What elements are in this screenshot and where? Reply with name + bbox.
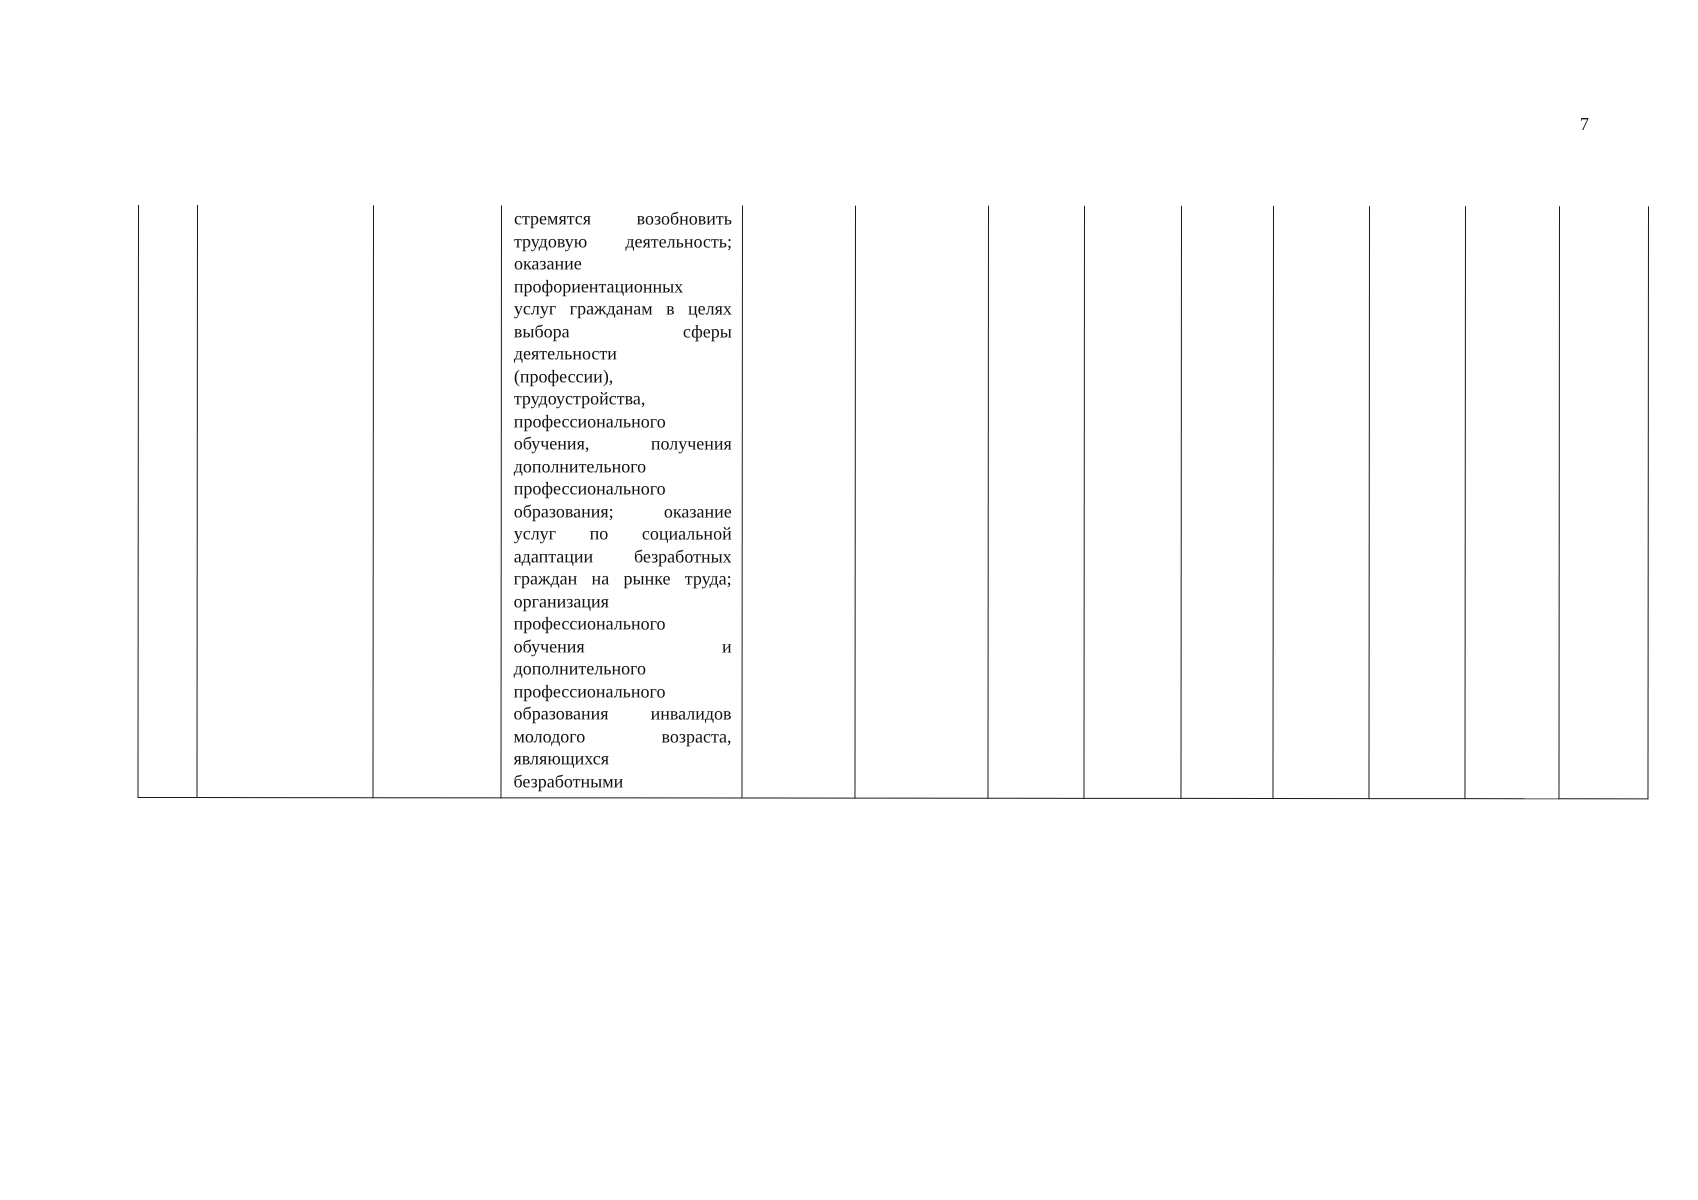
table-cell-col-2 — [197, 205, 374, 798]
table-cell-col-1 — [138, 205, 198, 798]
table-cell-col-6 — [855, 206, 989, 799]
table-cell-measures — [501, 205, 743, 798]
text-line: (профессии), — [513, 365, 614, 386]
table-container — [137, 205, 1648, 799]
text-line: деятельности — [513, 343, 617, 364]
text-line: профессионального — [513, 478, 666, 499]
table-cell-col-11 — [1369, 206, 1466, 799]
measures-text — [513, 207, 732, 792]
table-cell-col-3 — [373, 205, 502, 798]
table-cell-col-5 — [742, 206, 856, 799]
text-line: услуг гражданам в целях — [513, 298, 732, 319]
table-cell-col-12 — [1465, 206, 1560, 799]
text-line: обучения и — [513, 635, 732, 657]
text-line: трудовую деятельность; — [513, 230, 732, 252]
table-cell-col-8 — [1084, 206, 1182, 799]
page-number: 7 — [1580, 114, 1589, 134]
text-line: оказание — [513, 253, 582, 274]
text-line: образования инвалидов — [513, 703, 732, 724]
text-line: услуг по социальной — [513, 523, 732, 544]
text-line: молодого возраста, — [513, 725, 732, 747]
text-line: стремятся возобновить — [513, 208, 732, 229]
table-cell-col-7 — [988, 206, 1085, 799]
text-line: обучения, получения — [513, 433, 732, 454]
table-cell-col-9 — [1181, 206, 1274, 799]
text-line: дополнительного — [513, 455, 647, 476]
table-cell-col-10 — [1273, 206, 1370, 799]
table-cell-col-13 — [1559, 206, 1649, 799]
continuation-table — [137, 205, 1649, 799]
text-line: являющихся — [513, 748, 610, 769]
text-line: трудоустройства, — [513, 388, 646, 409]
text-line: профессионального — [513, 613, 666, 634]
table-row — [138, 205, 1649, 799]
text-line: адаптации безработных — [513, 545, 732, 567]
text-line: безработными — [513, 770, 624, 791]
text-line: образования; оказание — [513, 500, 732, 522]
text-line: выбора сферы — [513, 320, 732, 342]
text-line: профессионального — [513, 410, 666, 431]
text-line: дополнительного — [513, 658, 647, 679]
text-line: организация — [513, 590, 609, 611]
text-line: профориентационных — [513, 275, 684, 296]
text-line: граждан на рынке труда; — [513, 568, 732, 589]
text-line: профессионального — [513, 680, 666, 701]
